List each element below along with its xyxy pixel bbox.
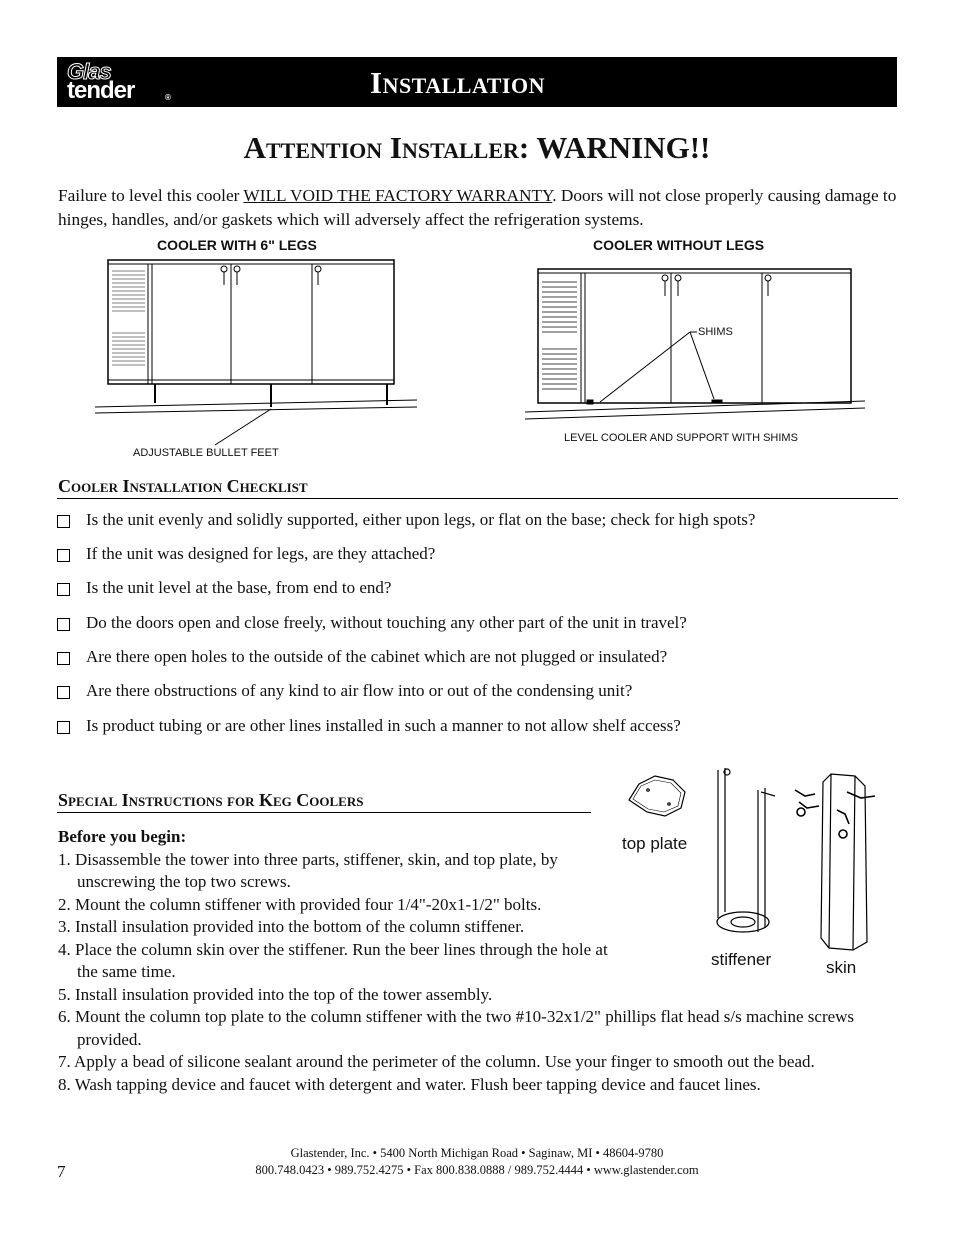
warranty-paragraph	[58, 184, 903, 232]
keg-step: 8. Wash tapping device and faucet with detergent and water. Flush beer tapping device and faucet lines.	[58, 1074, 761, 1094]
checklist-item-text: Do the doors open and close freely, without touching any other part of the unit in travel?	[86, 613, 687, 632]
checkbox[interactable]	[57, 686, 70, 699]
tower-parts-illustration	[615, 762, 900, 962]
keg-step: 2. Mount the column stiffener with provided four 1/4"-20x1-1/2" bolts.	[58, 894, 542, 914]
keg-step: 4. Place the column skin over the stiffener. Run the beer lines through the hole at the same time.	[58, 939, 608, 981]
glastender-logo	[65, 59, 175, 105]
checklist-item-text: Is the unit level at the base, from end to end?	[86, 578, 392, 597]
checkbox[interactable]	[57, 618, 70, 631]
logo-reg-mark: ®	[165, 93, 171, 102]
stiffener-label: stiffener	[711, 950, 772, 969]
right-figure-caption: LEVEL COOLER AND SUPPORT WITH SHIMS	[564, 432, 798, 444]
keg-section-divider	[57, 812, 591, 813]
warning-heading-prefix: Attention Installer	[243, 130, 519, 165]
checkbox[interactable]	[57, 721, 70, 734]
top-plate-label: top plate	[622, 834, 688, 853]
keg-step: 6. Mount the column top plate to the column stiffener with the two #10-32x1/2" phillips flat head s/s machine screws provided.	[58, 1007, 855, 1049]
checklist-title: Cooler Installation Checklist	[58, 476, 308, 496]
skin-label: skin	[826, 958, 857, 977]
keg-step: 1. Disassemble the tower into three parts, stiffener, skin, and top plate, by unscrewing the top two screws.	[58, 849, 558, 891]
left-figure-caption: ADJUSTABLE BULLET FEET	[133, 447, 279, 459]
before-you-begin: Before you begin:	[58, 827, 187, 846]
keg-step: 7. Apply a bead of silicone sealant around the perimeter of the column. Use your finger to smooth out the bead.	[58, 1052, 815, 1071]
checklist-item-text: Are there obstructions of any kind to air flow into or out of the condensing unit?	[86, 681, 633, 700]
page-title: Installation	[370, 65, 545, 100]
checklist-item-text: Are there open holes to the outside of the cabinet which are not plugged or insulated?	[86, 647, 668, 666]
keg-step: 5. Install insulation provided into the top of the tower assembly.	[58, 984, 493, 1004]
cooler-with-legs-illustration	[95, 255, 425, 455]
page-number: 7	[57, 1162, 66, 1181]
warranty-void-underlined: WILL VOID THE FACTORY WARRANTY	[243, 186, 553, 205]
cooler-without-legs-illustration	[525, 264, 870, 424]
checkbox[interactable]	[57, 549, 70, 562]
checklist-item-text: Is product tubing or are other lines installed in such a manner to not allow shelf access?	[86, 716, 681, 735]
header-bar	[57, 57, 897, 107]
keg-step: 3. Install insulation provided into the bottom of the column stiffener.	[58, 917, 525, 936]
warranty-text-after: . Doors will not close properly causing damage to hinges, handles, and/or gaskets which will adversely affect the refrigeration systems.	[58, 186, 897, 229]
checkbox[interactable]	[57, 652, 70, 665]
right-figure-title: COOLER WITHOUT LEGS	[593, 237, 765, 253]
warranty-text-before: Failure to level this cooler	[58, 186, 244, 205]
warning-heading-suffix: : WARNING!!	[518, 130, 711, 165]
checklist-item-text: If the unit was designed for legs, are they attached?	[86, 544, 436, 563]
shims-label: SHIMS	[698, 326, 733, 338]
logo-line1: Glas	[67, 59, 111, 84]
footer-address: Glastender, Inc. • 5400 North Michigan Road • Saginaw, MI • 48604-9780	[290, 1146, 664, 1160]
logo-line2: tender	[67, 77, 135, 104]
footer-contact: 800.748.0423 • 989.752.4275 • Fax 800.838.0888 / 989.752.4444 • www.glastender.com	[255, 1163, 699, 1177]
warning-heading	[0, 130, 954, 166]
checklist-item-text: Is the unit evenly and solidly supported, either upon legs, or flat on the base; check for high spots?	[86, 510, 756, 529]
keg-section-title: Special Instructions for Keg Coolers	[58, 790, 364, 810]
checkbox[interactable]	[57, 583, 70, 596]
left-figure-title: COOLER WITH 6" LEGS	[157, 237, 317, 253]
checklist-divider	[57, 498, 898, 499]
checkbox[interactable]	[57, 515, 70, 528]
